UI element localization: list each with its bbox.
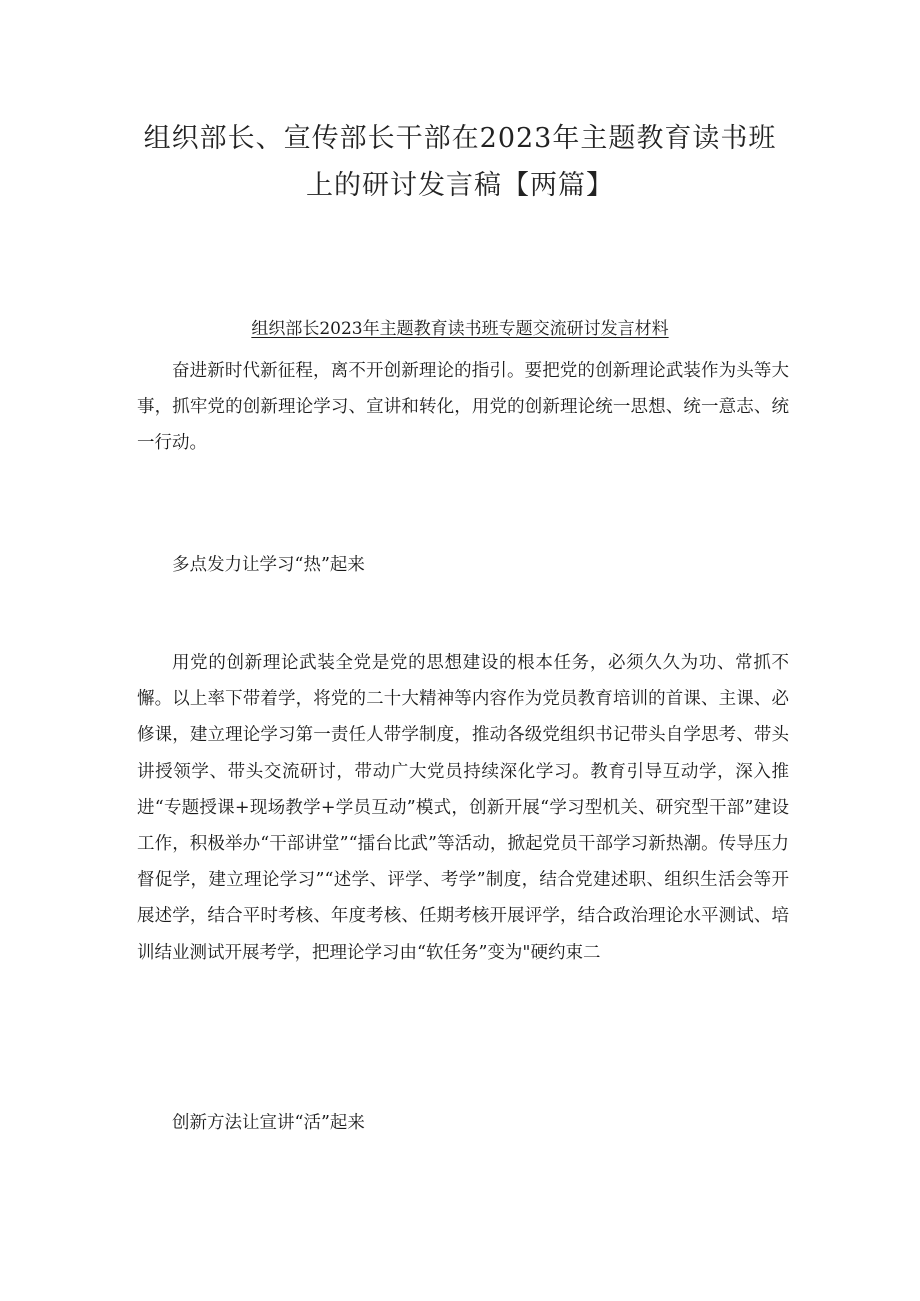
body-paragraph-learning: 用党的创新理论武装全党是党的思想建设的根本任务，必须久久为功、常抓不懈。以上率下带着学，将党的二十大精神等内容作为党员教育培训的首课、主课、必修课，建立理论学习第一责任人带学制度，推动各级党组织书记带头自学思考、带头讲授领学、带头交流研讨，带动广大党员持续深化学习。教育引导互动学，深入推进“专题授课+现场教学+学员互动”模式，创新开展“学习型机关、研究型干部”建设工作，积极举办“干部讲堂”“擂台比武”等活动，掀起党员干部学习新热潮。传导压力督促学，建立理论学习”“述学、评学、考学”制度，结合党建述职、组织生活会等开展述学，结合平时考核、年度考核、任期考核开展评学，结合政治理论水平测试、培训结业测试开展考学，把理论学习由“软任务”变为"硬约束二 xyxy=(137,653,789,963)
intro-paragraph: 奋进新时代新征程，离不开创新理论的指引。要把党的创新理论武装作为头等大事，抓牢党的创新理论学习、宣讲和转化，用党的创新理论统一思想、统一意志、统一行动。 xyxy=(137,361,789,454)
document-title-line-2: 上的研讨发言稿【两篇】 xyxy=(306,170,614,201)
section-heading-preaching: 创新方法让宣讲“活”起来 xyxy=(172,1113,365,1133)
section-subtitle: 组织部长2023年主题教育读书班专题交流研讨发言材料 xyxy=(251,319,669,339)
document-title-line-1: 组织部长、宣传部长干部在2023年主题教育读书班 xyxy=(143,123,777,154)
section-heading-learning: 多点发力让学习“热”起来 xyxy=(172,555,365,575)
